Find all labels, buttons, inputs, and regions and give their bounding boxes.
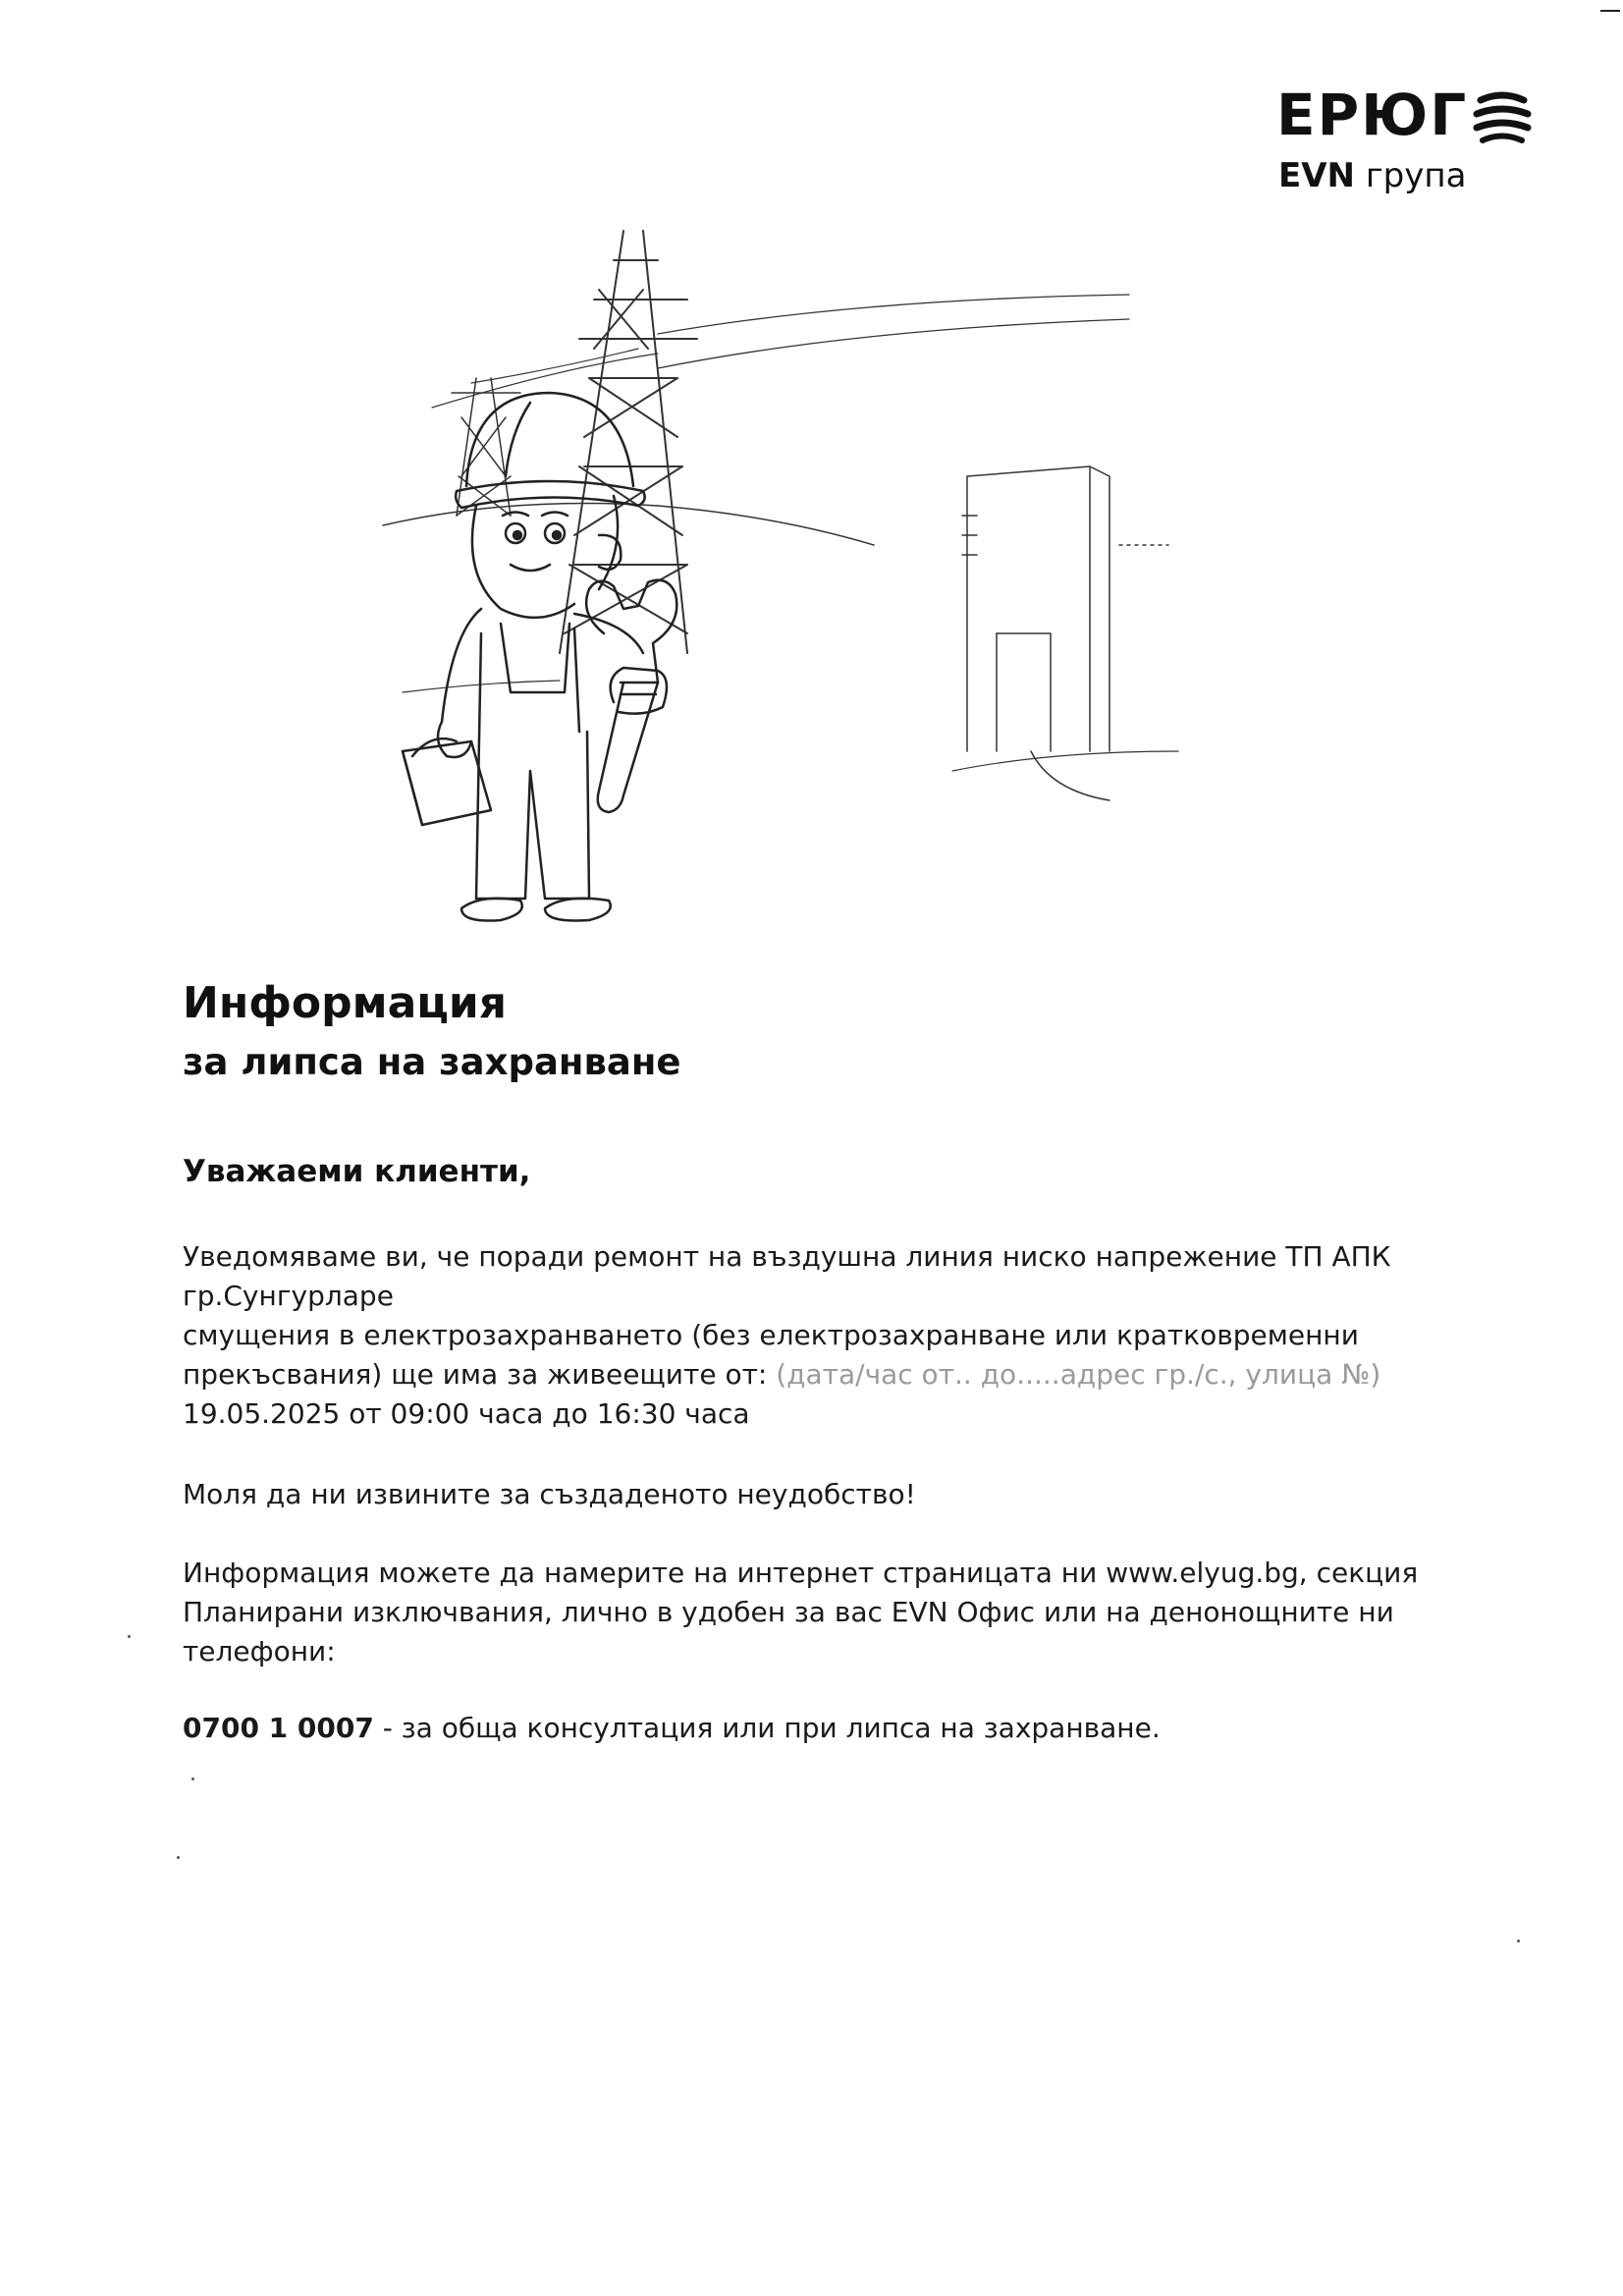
scan-speck	[1517, 1940, 1520, 1942]
phone-number: 0700 1 0007	[183, 1712, 374, 1744]
apology-line: Моля да ни извините за създаденото неудобство!	[183, 1478, 916, 1510]
company-logo	[1276, 82, 1542, 204]
scan-speck	[191, 1777, 194, 1780]
greeting: Уважаеми клиенти,	[183, 1154, 531, 1189]
scan-edge-mark	[1600, 10, 1620, 12]
info-paragraph	[183, 1554, 1419, 1671]
page-subtitle: за липса на захранване	[183, 1041, 681, 1083]
logo-group: група	[1365, 156, 1467, 195]
scan-speck	[128, 1635, 131, 1638]
notice-line: Уведомяваме ви, че поради ремонт на въздушна линия ниско напрежение ТП АПК	[183, 1240, 1391, 1273]
power-tower-large	[560, 231, 697, 653]
info-line: Планирани изключвания, лично в удобен за вас EVN Офис или на денонощните ни	[183, 1596, 1394, 1628]
form-placeholder: (дата/час от.. до.....адрес гр./с., улица №)	[776, 1358, 1381, 1391]
outage-datetime: 19.05.2025 от 09:00 часа до 16:30 часа	[183, 1397, 750, 1430]
logo-brand: ЕРЮГ	[1276, 82, 1469, 148]
substation-building	[962, 466, 1168, 800]
worker-figure	[403, 393, 676, 921]
notice-paragraph	[183, 1237, 1390, 1434]
electrician-worker-drawing	[363, 221, 1227, 948]
contact-line	[183, 1709, 1390, 1748]
evn-waves-icon	[1473, 90, 1532, 145]
notice-line: смущения в електрозахранването (без електрозахранване или кратковременни	[183, 1319, 1359, 1351]
info-line: телефони:	[183, 1635, 336, 1667]
notice-line	[183, 1355, 1390, 1394]
phone-description: - за обща консултация или при липса на захранване.	[373, 1712, 1161, 1744]
info-line: Информация можете да намерите на интернет страницата ни www.elyug.bg, секция	[183, 1557, 1419, 1589]
logo-subtitle	[1278, 156, 1467, 195]
contact-paragraph	[183, 1709, 1390, 1748]
scan-speck	[177, 1856, 180, 1859]
page-title: Информация	[183, 978, 507, 1028]
apology-paragraph	[183, 1475, 1390, 1514]
notice-line: гр.Сунгурларе	[183, 1280, 394, 1312]
notice-line-text: прекъсвания) ще има за живеещите от:	[183, 1358, 777, 1391]
logo-evn: EVN	[1278, 156, 1355, 195]
